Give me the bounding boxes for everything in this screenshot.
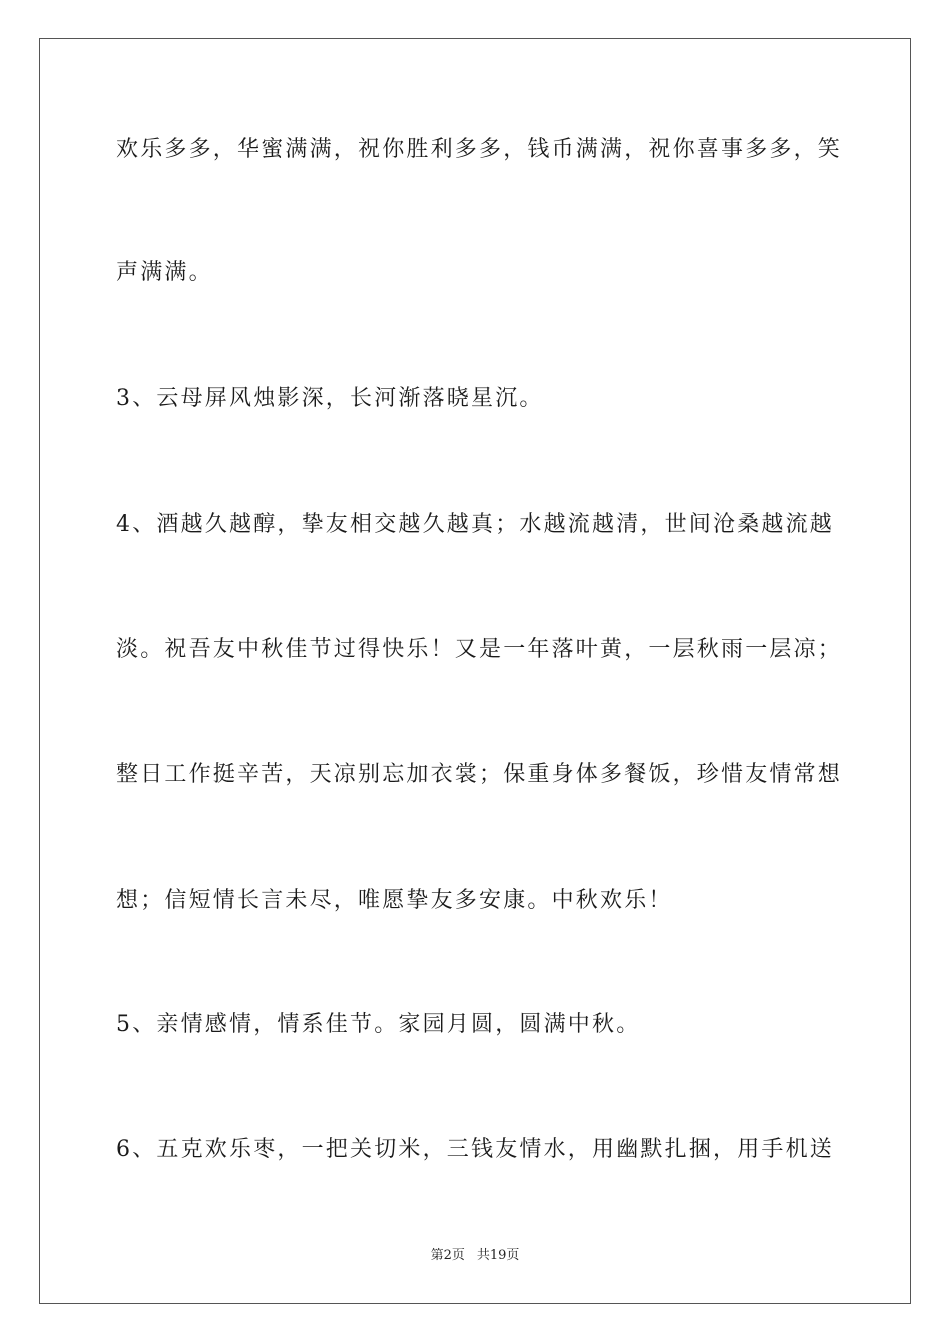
page-number: 第2页 (430, 1248, 465, 1263)
text-line: 淡。祝吾友中秋佳节过得快乐！又是一年落叶黄，一层秋雨一层凉； (116, 637, 843, 662)
text-line: 声满满。 (116, 260, 213, 285)
text-line: 欢乐多多，华蜜满满，祝你胜利多多，钱币满满，祝你喜事多多，笑 (116, 137, 843, 162)
text-line: 6、五克欢乐枣，一把关切米，三钱友情水，用幽默扎捆，用手机送 (116, 1137, 834, 1162)
text-line: 想；信短情长言未尽，唯愿挚友多安康。中秋欢乐！ (116, 888, 673, 913)
page-total: 共19页 (476, 1248, 520, 1263)
page-frame (39, 38, 911, 1304)
text-line: 4、酒越久越醇，挚友相交越久越真；水越流越清，世间沧桑越流越 (116, 512, 834, 537)
text-line: 5、亲情感情，情系佳节。家园月圆，圆满中秋。 (116, 1012, 641, 1037)
text-line: 3、云母屏风烛影深，长河渐落晓星沉。 (116, 386, 544, 411)
page-footer (0, 1247, 950, 1265)
text-line: 整日工作挺辛苦，天凉别忘加衣裳；保重身体多餐饭，珍惜友情常想 (116, 762, 843, 787)
